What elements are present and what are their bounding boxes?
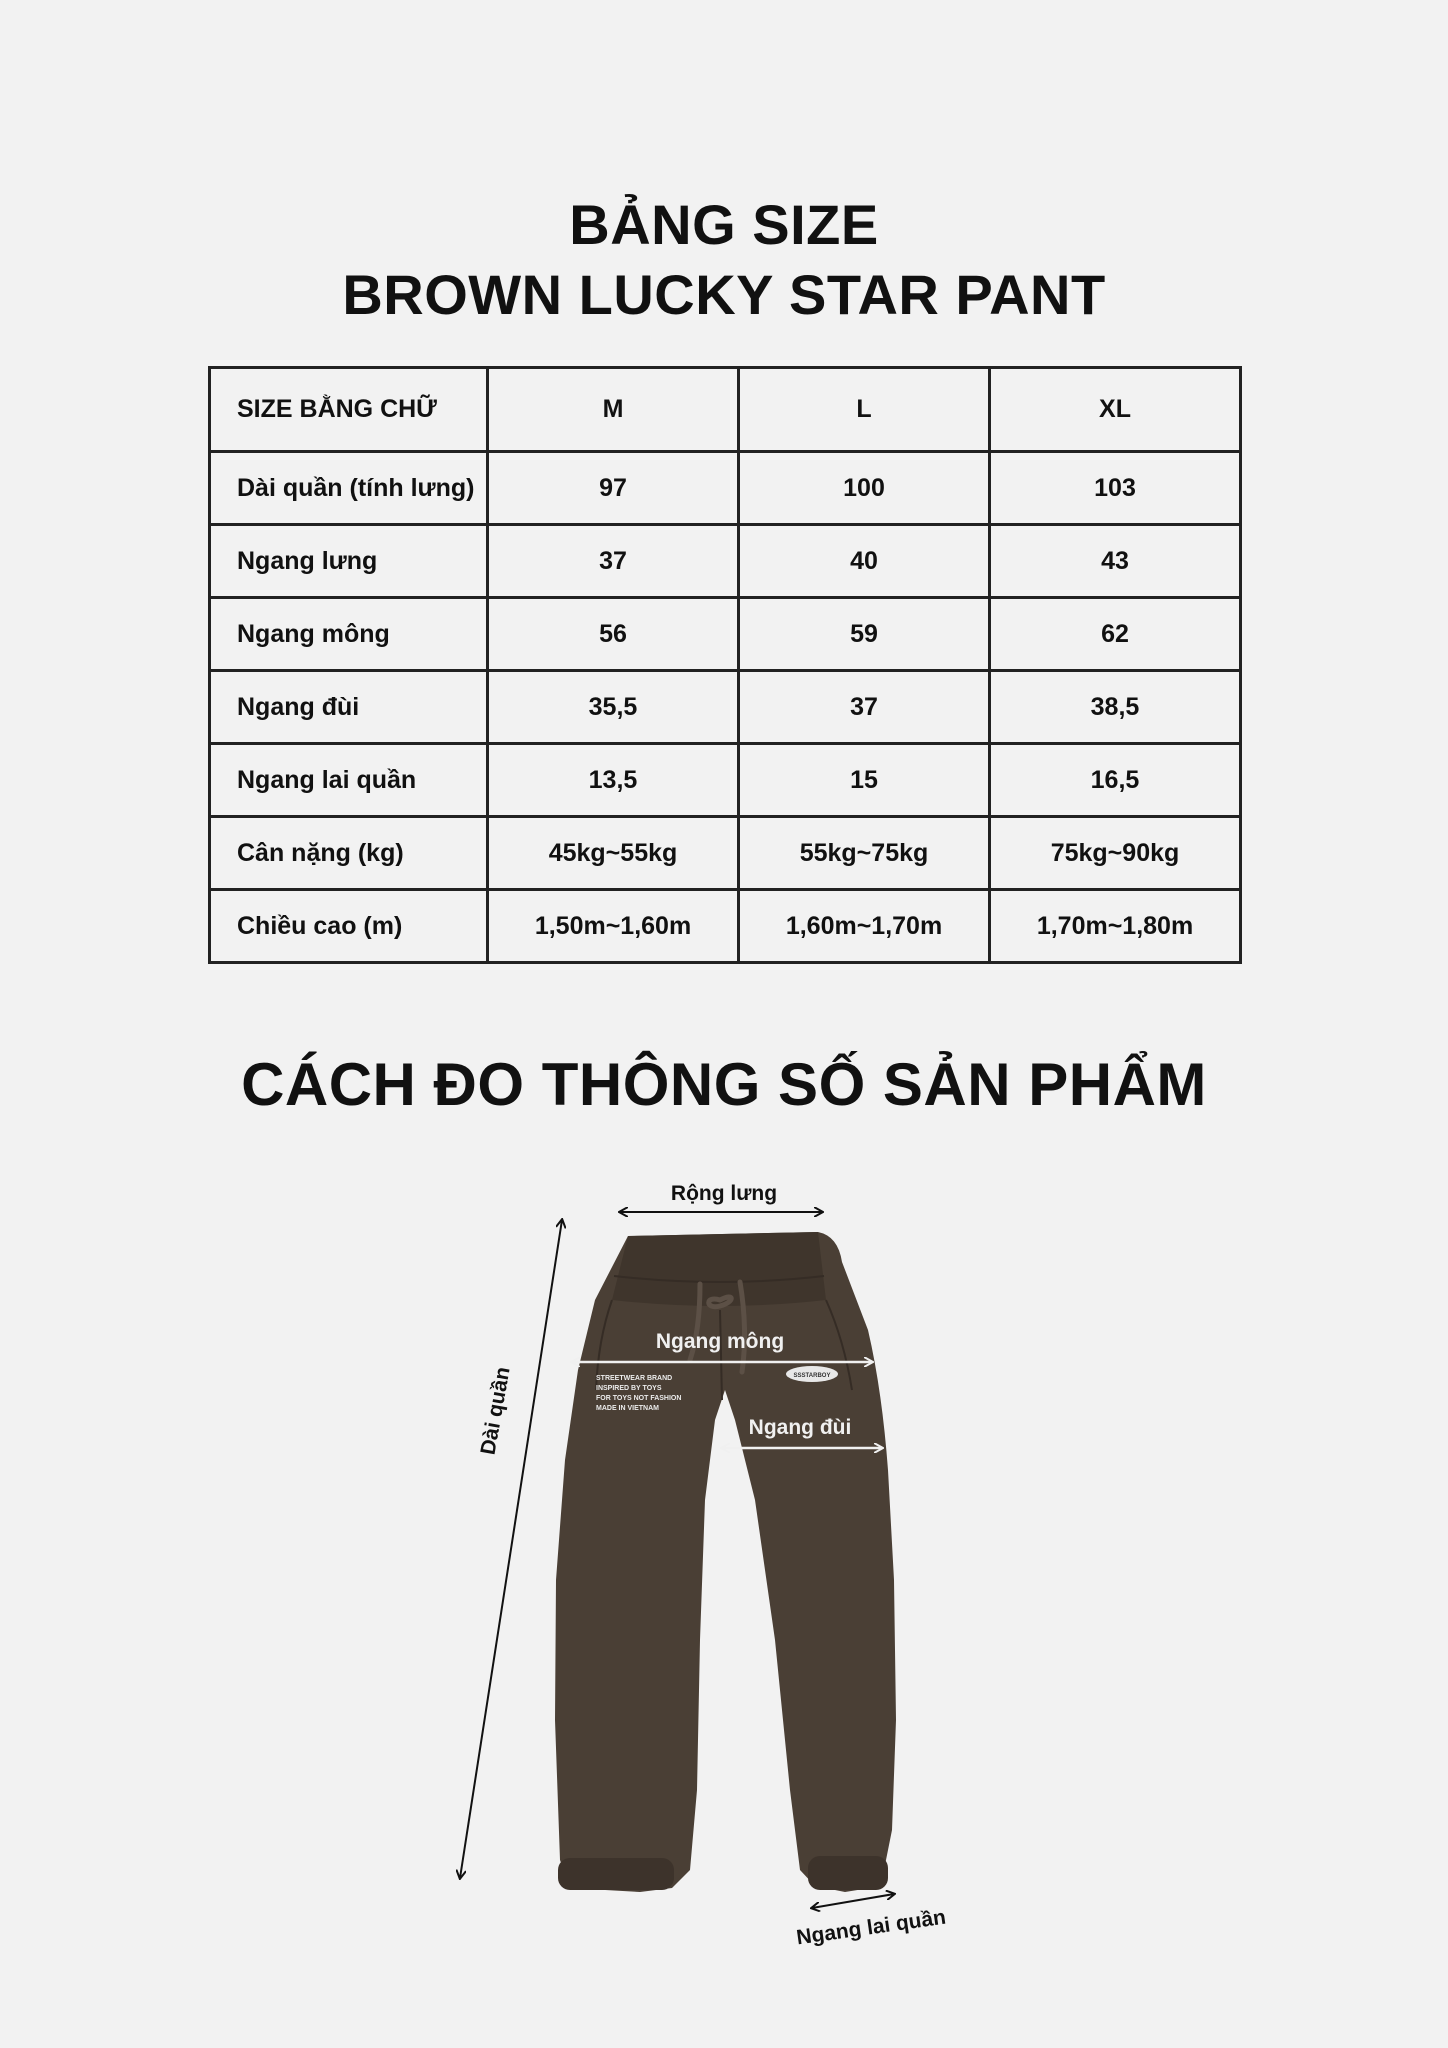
size-value-cell: 37 xyxy=(739,671,990,744)
waist-label: Rộng lưng xyxy=(670,1182,778,1205)
length-arrow xyxy=(460,1220,562,1878)
size-value-cell: 1,60m~1,70m xyxy=(739,890,990,963)
size-header-l: L xyxy=(739,368,990,452)
hem-arrow xyxy=(812,1894,894,1908)
print-line-3: FOR TOYS NOT FASHION xyxy=(596,1395,682,1402)
size-value-cell: 62 xyxy=(990,598,1241,671)
product-name: BROWN LUCKY STAR PANT xyxy=(342,263,1106,326)
size-header-m: M xyxy=(488,368,739,452)
size-value-cell: 56 xyxy=(488,598,739,671)
row-label: Chiều cao (m) xyxy=(210,890,488,963)
size-value-cell: 55kg~75kg xyxy=(739,817,990,890)
row-label: Dài quần (tính lưng) xyxy=(210,452,488,525)
size-value-cell: 38,5 xyxy=(990,671,1241,744)
size-value-cell: 97 xyxy=(488,452,739,525)
size-value-cell: 45kg~55kg xyxy=(488,817,739,890)
patch-text: SSSTARBOY xyxy=(793,1373,831,1379)
thigh-label: Ngang đùi xyxy=(748,1416,852,1439)
length-label: Dài quần xyxy=(476,1365,515,1457)
hem-label: Ngang lai quần xyxy=(794,1905,948,1950)
size-value-cell: 43 xyxy=(990,525,1241,598)
row-label: Ngang lai quần xyxy=(210,744,488,817)
size-value-cell: 16,5 xyxy=(990,744,1241,817)
size-value-cell: 103 xyxy=(990,452,1241,525)
print-line-4: MADE IN VIETNAM xyxy=(596,1405,659,1412)
row-label: Ngang lưng xyxy=(210,525,488,598)
row-label: Ngang đùi xyxy=(210,671,488,744)
size-chart-title: BẢNG SIZE xyxy=(569,193,879,256)
size-value-cell: 1,70m~1,80m xyxy=(990,890,1241,963)
print-line-2: INSPIRED BY TOYS xyxy=(596,1385,662,1392)
size-value-cell: 15 xyxy=(739,744,990,817)
size-value-cell: 13,5 xyxy=(488,744,739,817)
size-value-cell: 37 xyxy=(488,525,739,598)
measure-title: CÁCH ĐO THÔNG SỐ SẢN PHẨM xyxy=(241,1051,1207,1118)
size-value-cell: 75kg~90kg xyxy=(990,817,1241,890)
corner-label: SIZE BẰNG CHỮ xyxy=(210,368,488,452)
row-label: Cân nặng (kg) xyxy=(210,817,488,890)
hip-label: Ngang mông xyxy=(655,1330,785,1353)
size-value-cell: 35,5 xyxy=(488,671,739,744)
print-line-1: STREETWEAR BRAND xyxy=(596,1375,673,1382)
row-label: Ngang mông xyxy=(210,598,488,671)
size-value-cell: 59 xyxy=(739,598,990,671)
size-value-cell: 100 xyxy=(739,452,990,525)
size-value-cell: 1,50m~1,60m xyxy=(488,890,739,963)
size-value-cell: 40 xyxy=(739,525,990,598)
size-header-xl: XL xyxy=(990,368,1241,452)
